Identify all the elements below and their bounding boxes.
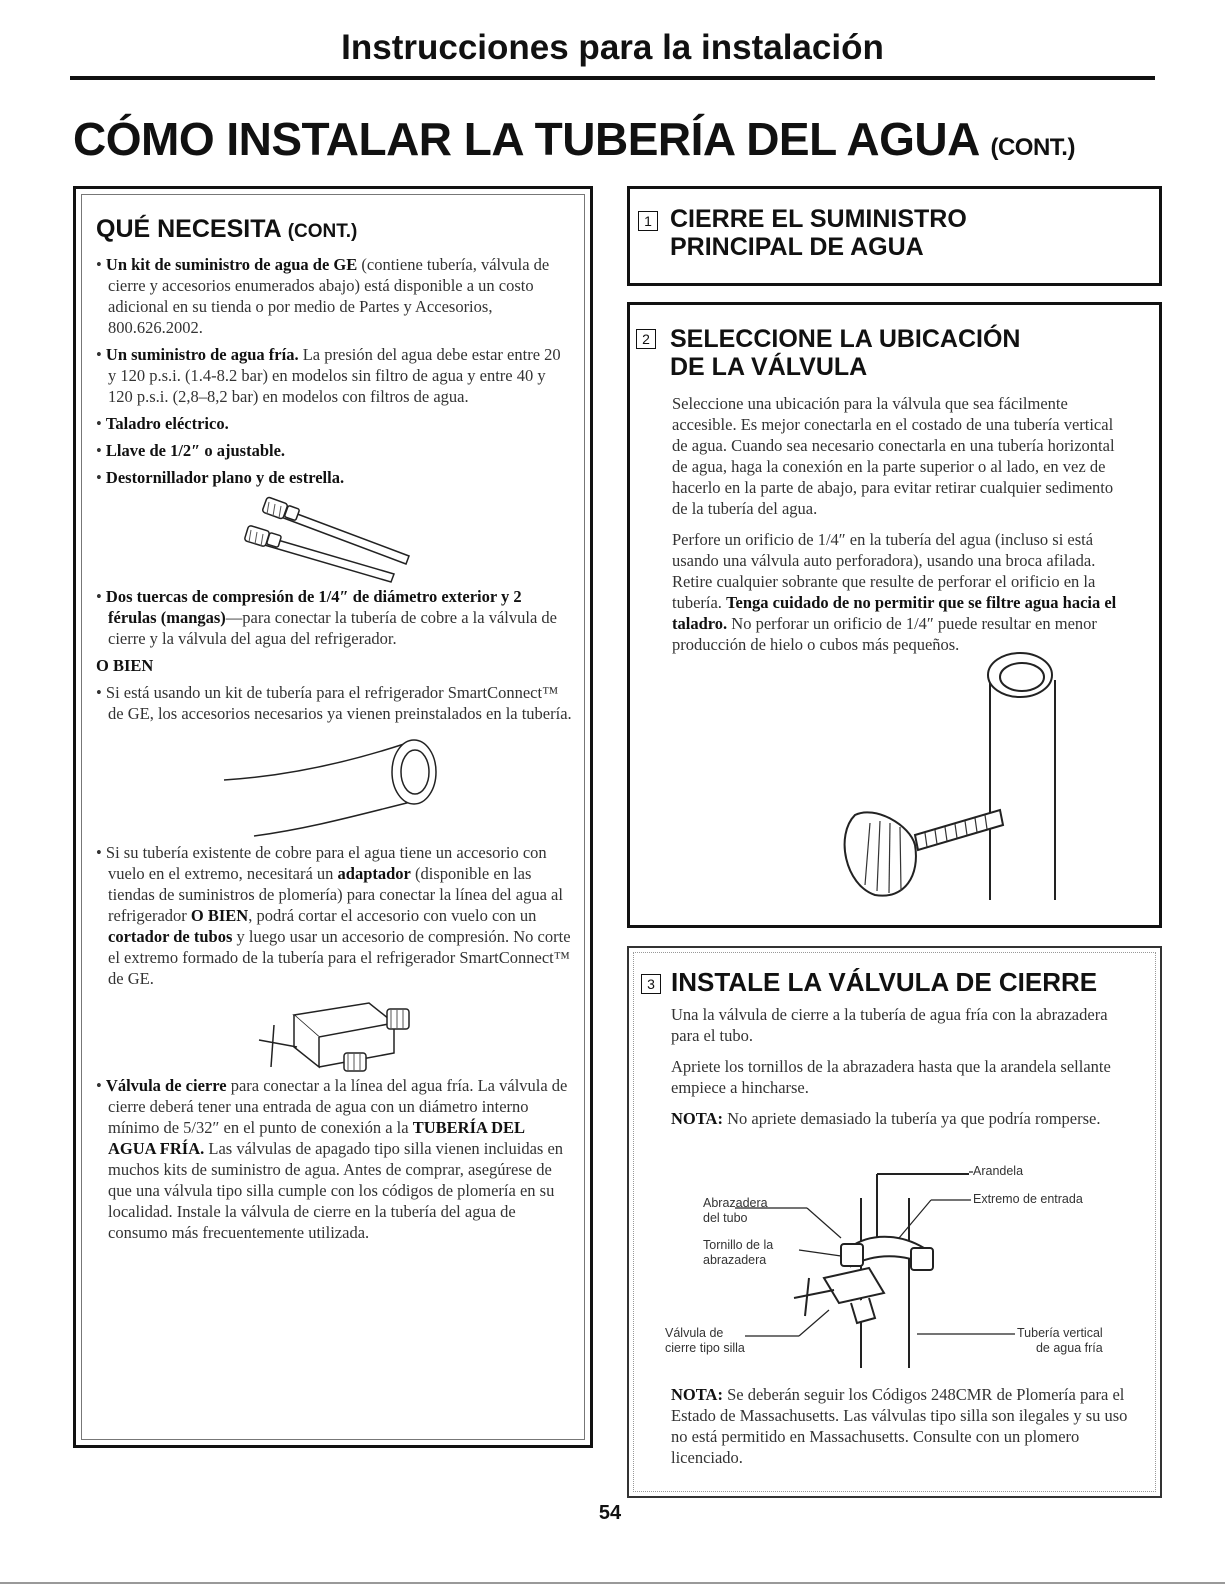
item-bold: cortador de tubos: [108, 927, 233, 946]
step-1-box: [627, 186, 1162, 286]
main-title: [73, 112, 1075, 166]
item-bold: Destornillador plano y de estrella.: [105, 468, 345, 487]
step-2-body: [672, 393, 1127, 665]
label-tuberia: [1017, 1326, 1103, 1356]
item-bold: Taladro eléctrico.: [105, 414, 229, 433]
item-text: (disponible en las tiendas de suministros de plomería) para conectar la línea del agua al refrigerador: [108, 864, 563, 925]
step-3-box: [627, 946, 1162, 1498]
item-bold: Válvula de cierre: [105, 1076, 227, 1095]
note-label: NOTA:: [671, 1385, 723, 1404]
label-line: de agua fría: [1035, 1341, 1103, 1355]
step-3-paragraph: Apriete los tornillos de la abrazadera hasta que la arandela sellante empiece a hincharse.: [671, 1057, 1111, 1097]
note-text: No apriete demasiado la tubería ya que podría romperse.: [722, 1109, 1101, 1128]
item-bold: Llave de 1/2″ o ajustable.: [105, 441, 286, 460]
what-you-need-inner: [81, 194, 585, 1440]
step-number: 1: [638, 211, 658, 231]
label-line: Válvula de: [665, 1326, 724, 1340]
or-text: O BIEN: [96, 656, 154, 675]
list-item: • Si su tubería existente de cobre para el agua tiene un accesorio con vuelo en el extremo, necesitará un adaptador (disponible en las tiendas de suministros de plomería) para conectar la línea del agua al refrigerador O BIEN, podrá cortar el accesorio con vuelo con un cortador de tubos y luego usar un accesorio de compresión. No corte el extremo formado de la tubería para el refrigerador SmartConnect™ de GE.: [96, 843, 571, 988]
compression-nuts-illustration: [234, 494, 434, 586]
item-bold: TUBERÍA DEL AGUA FRÍA.: [108, 1118, 525, 1158]
step-2-text: No perforar un orificio de 1/4″ puede resultar en menor producción de hielo o cubos más pequeños.: [672, 614, 1097, 654]
item-bold: Un suministro de agua fría.: [105, 345, 299, 364]
item-bold: adaptador: [337, 864, 411, 883]
step-3-note: [671, 1384, 1136, 1468]
step-number: 3: [641, 974, 661, 994]
list-item: • Taladro eléctrico.: [96, 414, 229, 433]
list-item: • Llave de 1/2″ o ajustable.: [96, 441, 286, 460]
item-text: —para conectar la tubería de cobre a la válvula de cierre y la válvula del agua del refrigerador.: [108, 608, 557, 648]
list-item: • Si está usando un kit de tubería para el refrigerador SmartConnect™ de GE, los accesorios necesarios ya vienen preinstalados en la tubería.: [96, 683, 572, 723]
item-text: y luego usar un accesorio de compresión. No corte el extremo formado de la tubería para el refrigerador SmartConnect™ de GE.: [108, 927, 571, 988]
step-2-bold: Tenga cuidado de no permitir que se filtre agua hacia el taladro.: [672, 593, 1117, 633]
item-text: Si está usando un kit de tubería para el refrigerador SmartConnect™ de GE, los accesorios necesarios ya vienen preinstalados en la tubería.: [105, 683, 572, 723]
what-you-need-box: [73, 186, 593, 1448]
header-rule: [70, 76, 1155, 80]
label-tornillo: [703, 1238, 773, 1268]
item-text: para conectar a la línea del agua fría. La válvula de cierre deberá tener una entrada de agua con un diámetro interno mínimo de 5/32″ en el punto de conexión a la: [108, 1076, 568, 1137]
step-2-title: [670, 325, 1020, 381]
list-item: • Dos tuercas de compresión de 1/4″ de diámetro exterior y 2 férulas (mangas)—para conectar la tubería de cobre a la válvula de cierre y la válvula del agua del refrigerador.: [96, 587, 557, 648]
item-bold: Un kit de suministro de agua de GE: [105, 255, 358, 274]
drill-pipe-illustration: [815, 645, 1075, 905]
note-label: NOTA:: [671, 1109, 723, 1128]
what-you-need-title: [96, 215, 572, 244]
list-item: • Un suministro de agua fría. La presión del agua debe estar entre 20 y 120 p.s.i. (1.4-8.2 bar) en modelos sin filtro de agua y entre 40 y 120 p.s.i. (2,8–8,2 bar) en modelos con filtros de agua.: [96, 345, 561, 406]
bottom-rule: [0, 1582, 1225, 1584]
step-2-title-line1: SELECCIONE LA UBICACIÓN: [670, 325, 1021, 353]
step-number: 2: [636, 329, 656, 349]
list-item: • Destornillador plano y de estrella.: [96, 468, 345, 487]
label-line: abrazadera: [703, 1253, 767, 1267]
label-line: Tornillo de la: [703, 1238, 774, 1252]
step-2-title-line2: DE LA VÁLVULA: [670, 353, 868, 381]
item-text: La presión del agua debe estar entre 20 y 120 p.s.i. (1.4-8.2 bar) en modelos sin filtro de agua y entre 40 y 120 p.s.i. (2,8–8,2 bar) en modelos con filtros de agua.: [108, 345, 561, 406]
page-number: 54: [598, 1502, 622, 1524]
item-bold: Dos tuercas de compresión de 1/4″ de diámetro exterior y 2 férulas (mangas): [105, 587, 522, 627]
step-3-body-bottom: [671, 1384, 1136, 1478]
label-extremo: Extremo de entrada: [973, 1192, 1083, 1206]
label-line: cierre tipo silla: [665, 1341, 745, 1355]
step-2-text: Perfore un orificio de 1/4″ en la tubería del agua (incluso si está usando una válvula auto perforadora), usando una broca afilada. Retire cualquier sobrante que resulte de perforar el orificio en la tubería.: [672, 530, 1096, 612]
step-2-paragraph: [672, 529, 1127, 655]
step-1-title: [670, 205, 967, 261]
label-line: Tubería vertical: [1017, 1326, 1103, 1340]
step-1-title-line2: PRINCIPAL DE AGUA: [670, 233, 924, 261]
step-2-box: [627, 302, 1162, 928]
item-bold: O BIEN: [190, 906, 249, 925]
step-2-paragraph: Seleccione una ubicación para la válvula que sea fácilmente accesible. Es mejor conectarla en el costado de una tubería vertical de agua. Cuando sea necesario conectarla en una tubería horizontal de agua, haga la conexión en la parte superior o al lado, en vez de hacerlo en la parte de abajo, para evitar retirar cualquier sedimento de la tubería del agua.: [672, 394, 1115, 518]
step-3-title: INSTALE LA VÁLVULA DE CIERRE: [671, 967, 1098, 997]
label-valvula: [665, 1326, 745, 1356]
what-you-need-title-cont: (CONT.): [287, 221, 358, 242]
label-line: del tubo: [703, 1211, 748, 1225]
item-text: (contiene tubería, válvula de cierre y accesorios enumerados abajo) está disponible a un costo adicional en su tienda o por medio de Partes y Accesorios, 800.626.2002.: [108, 255, 550, 337]
list-item: • Válvula de cierre para conectar a la línea del agua fría. La válvula de cierre deberá tener una entrada de agua con un diámetro interno mínimo de 5/32″ en el punto de conexión a la TUBERÍA DEL AGUA FRÍA. Las válvulas de apagado tipo silla vienen incluidas en muchos kits de suministro de agua. Antes de comprar, asegúrese de que una válvula tipo silla cumple con los códigos de plomería en su localidad. Instale la válvula de cierre en la tubería del agua de consumo más frecuentemente utilizada.: [96, 1076, 568, 1242]
copper-tubing-illustration: [219, 732, 449, 842]
shutoff-valve-illustration: [249, 995, 419, 1075]
page-header: Instrucciones para la instalación: [341, 28, 884, 67]
main-title-text: CÓMO INSTALAR LA TUBERÍA DEL AGUA: [73, 113, 991, 165]
label-line: Abrazadera: [703, 1196, 768, 1210]
or-label: [96, 655, 572, 676]
note-text: Se deberán seguir los Códigos 248CMR de Plomería para el Estado de Massachusetts. Las válvulas tipo silla son ilegales y su uso no está permitido en Massachusetts. Consulte con un plomero licenciado.: [671, 1385, 1128, 1467]
step-3-paragraph: Una la válvula de cierre a la tubería de agua fría con la abrazadera para el tubo.: [671, 1005, 1108, 1045]
label-abrazadera: [703, 1196, 768, 1226]
item-text: , podrá cortar el accesorio con vuelo con un: [248, 906, 537, 925]
what-you-need-title-text: QUÉ NECESITA: [96, 215, 288, 243]
item-text: Si su tubería existente de cobre para el agua tiene un accesorio con vuelo en el extremo, necesitará un: [105, 843, 547, 883]
step-1-title-line1: CIERRE EL SUMINISTRO: [670, 205, 967, 233]
item-text: Las válvulas de apagado tipo silla vienen incluidas en muchos kits de suministro de agua. Antes de comprar, asegúrese de que una válvula tipo silla cumple con los códigos de plomería en su localidad. Instale la válvula de cierre en la tubería del agua de consumo más frecuentemente utilizada.: [108, 1139, 564, 1242]
main-title-cont: (CONT.): [990, 134, 1075, 161]
label-arandela: Arandela: [973, 1164, 1024, 1178]
list-item: • Un kit de suministro de agua de GE (contiene tubería, válvula de cierre y accesorios enumerados abajo) está disponible a un costo adicional en su tienda o por medio de Partes y Accesorios, 800.626.2002.: [96, 255, 550, 337]
